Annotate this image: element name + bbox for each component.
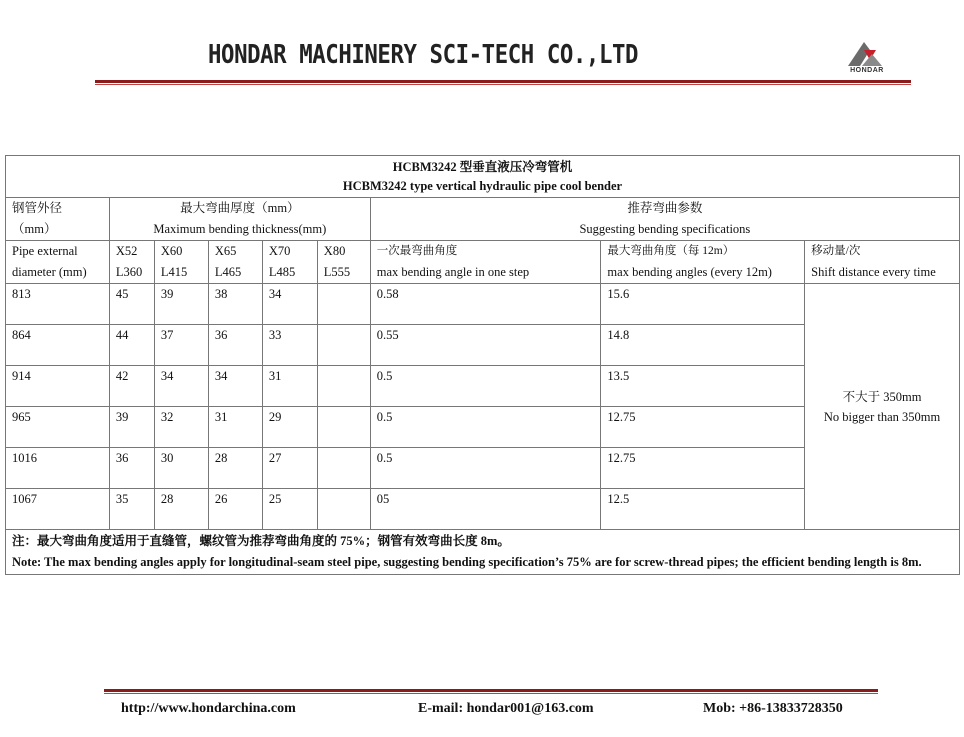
grade-x70	[262, 241, 317, 284]
cell-every12: 13.5	[601, 366, 805, 407]
company-name: HONDAR MACHINERY SCI-TECH CO.,LTD	[208, 40, 639, 70]
header-suggest-en: Suggesting bending specifications	[579, 222, 751, 236]
cell-x70: 33	[262, 325, 317, 366]
cell-x65: 38	[208, 284, 262, 325]
cell-step: 05	[370, 489, 601, 530]
cell-x60: 30	[154, 448, 208, 489]
cell-x60: 32	[154, 407, 208, 448]
cell-x80	[317, 407, 370, 448]
cell-diameter: 965	[6, 407, 110, 448]
cell-x52: 36	[109, 448, 154, 489]
header-shift-cn: 移动量/次	[811, 245, 861, 257]
cell-x60: 34	[154, 366, 208, 407]
header-pipe-cn-text: 钢管外径	[12, 201, 63, 215]
cell-step: 0.5	[370, 407, 601, 448]
grade-x80	[317, 241, 370, 284]
table-title	[6, 156, 960, 198]
cell-x70: 25	[262, 489, 317, 530]
cell-step: 0.58	[370, 284, 601, 325]
logo-text: HONDAR	[850, 67, 884, 74]
shift-value-cn: 不大于 350mm	[842, 389, 922, 404]
cell-diameter: 864	[6, 325, 110, 366]
header-angle-12m-cn: 最大弯曲角度（每 12m）	[607, 245, 735, 257]
footer-mobile: Mob: +86-13833728350	[703, 701, 843, 716]
header-suggest-cn: 推荐弯曲参数	[627, 201, 703, 215]
grade-a: X80	[323, 244, 346, 258]
cell-diameter: 813	[6, 284, 110, 325]
grade-b: L485	[268, 265, 296, 279]
spec-table	[5, 155, 960, 575]
grade-a: X70	[268, 244, 291, 258]
cell-x52: 39	[109, 407, 154, 448]
grade-a: X65	[214, 244, 237, 258]
table-note	[6, 530, 960, 575]
cell-every12: 15.6	[601, 284, 805, 325]
cell-every12: 12.5	[601, 489, 805, 530]
cell-x60: 37	[154, 325, 208, 366]
footer-rule-thin	[104, 693, 878, 694]
header-shift-en: Shift distance every time	[811, 265, 936, 279]
cell-x70: 31	[262, 366, 317, 407]
header-angle-step-cn: 一次最弯曲角度	[376, 245, 458, 257]
header-rule	[95, 80, 911, 83]
header-rule-thin	[95, 84, 911, 85]
cell-x80	[317, 366, 370, 407]
cell-x52: 44	[109, 325, 154, 366]
header-pipe-cn	[6, 198, 110, 241]
cell-x70: 27	[262, 448, 317, 489]
cell-diameter: 914	[6, 366, 110, 407]
cell-every12: 12.75	[601, 448, 805, 489]
cell-every12: 12.75	[601, 407, 805, 448]
header-angle-step-en: max bending angle in one step	[376, 265, 530, 279]
cell-x70: 29	[262, 407, 317, 448]
company-logo	[842, 38, 892, 76]
footer-website: http://www.hondarchina.com	[121, 701, 296, 716]
cell-x80	[317, 489, 370, 530]
note-cn: 注：最大弯曲角度适用于直缝管，螺纹管为推荐弯曲角度的 75%；钢管有效弯曲长度 8m。	[12, 534, 510, 548]
logo-mark-icon	[842, 38, 892, 68]
cell-step: 0.5	[370, 366, 601, 407]
header-pipe-unit: （mm）	[12, 222, 57, 236]
table-title-cn: HCBM3242 型垂直液压冷弯管机	[392, 160, 573, 174]
header-angle-step	[370, 241, 601, 284]
cell-x65: 31	[208, 407, 262, 448]
cell-x52: 35	[109, 489, 154, 530]
footer-rule	[104, 689, 878, 692]
shift-value-en: No bigger than 350mm	[823, 409, 941, 424]
cell-diameter: 1016	[6, 448, 110, 489]
cell-x52: 42	[109, 366, 154, 407]
footer-email: E-mail: hondar001@163.com	[418, 701, 594, 716]
header-thickness	[109, 198, 370, 241]
cell-x65: 36	[208, 325, 262, 366]
note-en: Note: The max bending angles apply for longitudinal-seam steel pipe, suggesting bending specification’s 75% are for screw-thread pipes; the efficient bending length is 8m.	[12, 555, 922, 569]
cell-x52: 45	[109, 284, 154, 325]
cell-step: 0.5	[370, 448, 601, 489]
header-shift	[805, 241, 960, 284]
cell-x65: 34	[208, 366, 262, 407]
cell-x65: 26	[208, 489, 262, 530]
cell-diameter: 1067	[6, 489, 110, 530]
cell-x65: 28	[208, 448, 262, 489]
table-row	[6, 284, 960, 325]
header-pipe-en-2: diameter (mm)	[12, 265, 87, 279]
grade-x60	[154, 241, 208, 284]
cell-x70: 34	[262, 284, 317, 325]
grade-a: X60	[160, 244, 183, 258]
header-thickness-cn: 最大弯曲厚度（mm）	[180, 201, 300, 215]
grade-b: L465	[214, 265, 242, 279]
cell-shift-value	[805, 284, 960, 530]
cell-x80	[317, 325, 370, 366]
header-thickness-en: Maximum bending thickness(mm)	[153, 222, 327, 236]
cell-x80	[317, 284, 370, 325]
cell-step: 0.55	[370, 325, 601, 366]
header-suggest	[370, 198, 959, 241]
cell-x60: 28	[154, 489, 208, 530]
cell-every12: 14.8	[601, 325, 805, 366]
grade-a: X52	[115, 244, 138, 258]
header-pipe-en-1: Pipe external	[12, 244, 78, 258]
grade-x65	[208, 241, 262, 284]
table-title-en: HCBM3242 type vertical hydraulic pipe cool bender	[342, 179, 623, 193]
header-angle-12m-en: max bending angles (every 12m)	[607, 265, 772, 279]
grade-b: L415	[160, 265, 188, 279]
cell-x80	[317, 448, 370, 489]
header-pipe-en	[6, 241, 110, 284]
header-angle-12m	[601, 241, 805, 284]
cell-x60: 39	[154, 284, 208, 325]
grade-x52	[109, 241, 154, 284]
grade-b: L555	[323, 265, 351, 279]
grade-b: L360	[115, 265, 143, 279]
